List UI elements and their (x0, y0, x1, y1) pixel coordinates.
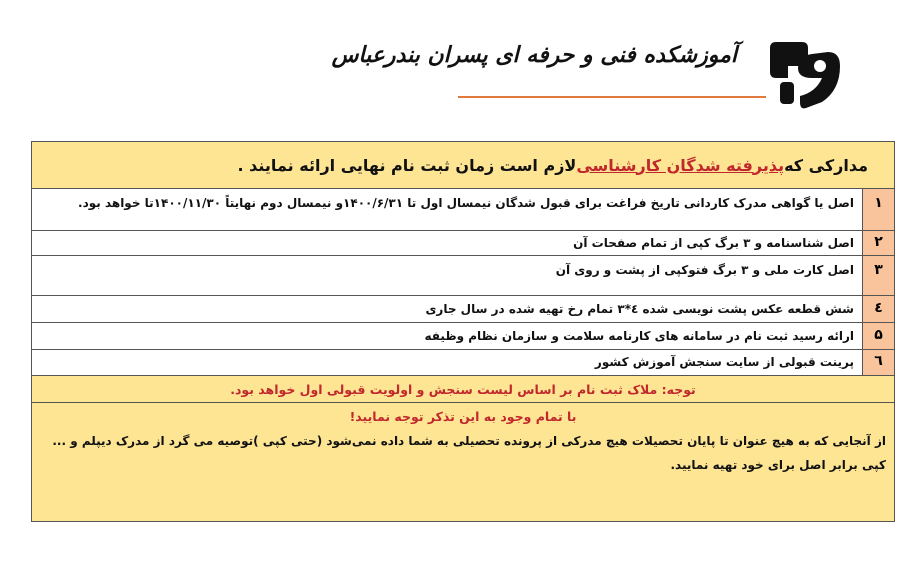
row-text: شش قطعه عکس پشت نویسی شده ٤*۳ تمام رخ تهیه شده در سال جاری (425, 302, 854, 316)
registration-note: توجه: ملاک ثبت نام بر اساس لیست سنجش و اولویت قبولی اول خواهد بود. (32, 376, 894, 403)
warning-block (32, 403, 894, 521)
page-header (0, 0, 922, 130)
row-text: ارائه رسید ثبت نام در سامانه های کارنامه سلامت و سازمان نظام وظیفه (424, 329, 854, 343)
row-number: ٤ (862, 296, 894, 322)
row-number: ٦ (862, 350, 894, 375)
school-monogram-logo-icon (762, 38, 844, 110)
row-number: ۳ (862, 256, 894, 295)
row-number: ۲ (862, 231, 894, 255)
row-text: اصل شناسنامه و ۳ برگ کپی از تمام صفحات آن (573, 236, 854, 250)
documents-table (31, 141, 895, 522)
row-text: اصل کارت ملی و ۳ برگ فتوکپی از پشت و روی آن (555, 263, 854, 277)
header-divider (458, 96, 766, 98)
table-row (32, 296, 894, 323)
title-suffix: لازم است زمان ثبت نام نهایی ارائه نمایند . (237, 155, 577, 175)
table-row (32, 231, 894, 256)
row-number: ۵ (862, 323, 894, 349)
table-row (32, 350, 894, 376)
table-row (32, 256, 894, 296)
table-row (32, 189, 894, 231)
row-number: ۱ (862, 189, 894, 230)
title-prefix: مدارکی که (784, 155, 868, 175)
warning-body: از آنجایی که به هیچ عنوان تا پایان تحصیلات هیچ مدرکی از پرونده تحصیلی به شما داده نمی‌شود (حتی کپی )توصیه می گرد از مدرک دیپلم و ... کپی برابر اصل برای خود تهیه نمایید. (52, 434, 886, 472)
school-name: آموزشکده فنی و حرفه ای پسران بندرعباس (331, 42, 737, 68)
title-highlight: پذیرفته شدگان کارشناسی (576, 155, 785, 175)
table-row (32, 323, 894, 350)
table-title (32, 142, 894, 189)
row-text: اصل یا گواهی مدرک کاردانی تاریخ فراغت برای قبول شدگان نیمسال اول تا ۱۴۰۰/۶/۳۱و نیمسال دوم نهایتاً ۱۴۰۰/۱۱/۳۰تا خواهد بود. (78, 196, 854, 210)
row-text: پرینت قبولی از سایت سنجش آموزش کشور (594, 355, 854, 369)
warning-title: با تمام وجود به این تذکر توجه نمایید! (349, 409, 577, 424)
